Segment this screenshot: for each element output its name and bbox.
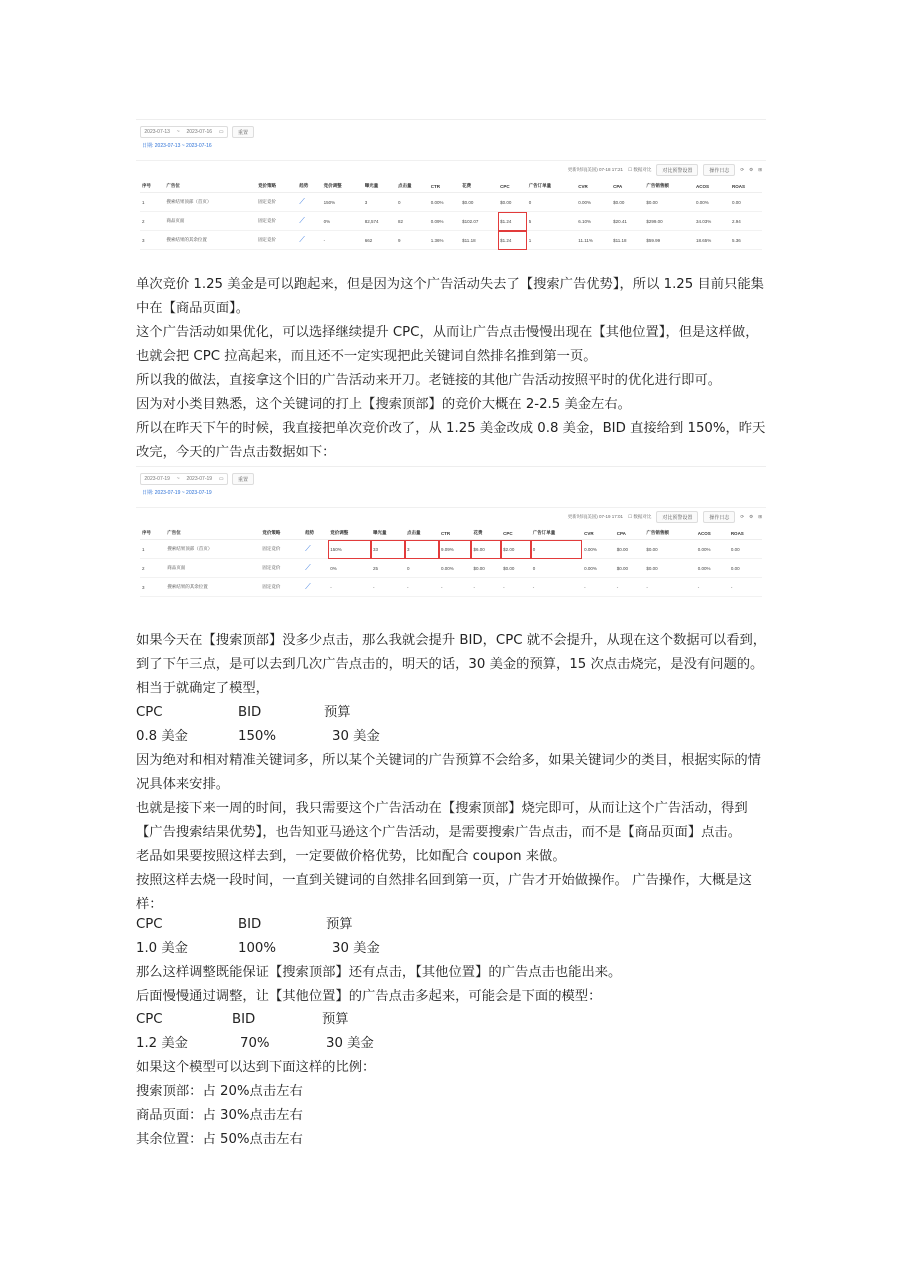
table-cell: $11.18: [611, 231, 644, 250]
table-cell: $299.00: [644, 212, 694, 231]
reset-button[interactable]: 重置: [232, 473, 254, 485]
table-cell: 搜索结果顶部（首页）: [165, 540, 260, 559]
model-header-bid: BID: [232, 1012, 256, 1027]
paragraph: 因为对小类目熟悉，这个关键词的打上【搜索顶部】的竞价大概在 2-2.5 美金左右。: [136, 397, 631, 412]
column-header[interactable]: 广告销售额: [644, 527, 695, 540]
placement-table: [140, 527, 762, 597]
column-header[interactable]: CPC: [501, 527, 531, 540]
table-cell: -: [582, 578, 615, 597]
compare-label: 数据对比: [633, 514, 652, 519]
column-header[interactable]: 曝光量: [363, 180, 396, 193]
column-header[interactable]: 花费: [460, 180, 498, 193]
table-cell: 0%: [328, 559, 371, 578]
date-filter: [140, 473, 254, 485]
table-cell: $6.00: [471, 540, 501, 559]
table-cell: 3: [363, 193, 396, 212]
table-row: [140, 231, 762, 250]
table-cell: $0.00: [611, 193, 644, 212]
table-cell: 0.00%: [582, 540, 615, 559]
column-header[interactable]: CTR: [439, 527, 472, 540]
table-cell: 0: [527, 193, 577, 212]
ratio-line: 其余位置：占 50%点击左右: [136, 1132, 303, 1147]
table-cell: 0: [531, 540, 582, 559]
table-cell: -: [371, 578, 405, 597]
table-header: [140, 527, 762, 540]
table-cell: 商品页面: [165, 559, 260, 578]
ratio-line: 搜索顶部：占 20%点击左右: [136, 1084, 303, 1099]
table-cell: 0.00%: [696, 540, 729, 559]
export-icon[interactable]: ⊞: [758, 514, 762, 519]
gear-icon[interactable]: ⚙: [749, 167, 754, 172]
column-header[interactable]: 广告订单量: [527, 180, 577, 193]
table-cell: 82: [396, 212, 429, 231]
table-cell: 0.00: [730, 193, 762, 212]
column-header[interactable]: 点击量: [396, 180, 429, 193]
column-header[interactable]: CTR: [429, 180, 460, 193]
placement-table: [140, 180, 762, 250]
table-cell: 搜索结果的其余位置: [164, 231, 256, 250]
compare-checkbox[interactable]: ☐ 数据对比: [628, 167, 652, 172]
table-cell: $0.00: [615, 540, 645, 559]
model-header-budget: 预算: [322, 1012, 349, 1027]
column-header[interactable]: 曝光量: [371, 527, 405, 540]
table-cell: $20.41: [611, 212, 644, 231]
table-row: [140, 212, 762, 231]
table-cell: 0: [405, 559, 439, 578]
table-cell: 0.09%: [429, 212, 460, 231]
table-cell: 固定竞价: [260, 578, 303, 597]
table-cell: 3: [140, 578, 165, 597]
table-cell: 3: [140, 231, 164, 250]
table-cell: 2: [140, 559, 165, 578]
model-value-budget: 30 美金: [332, 941, 380, 956]
table-cell: 2: [140, 212, 164, 231]
ad-placement-report-2: [136, 466, 766, 601]
date-to: 2023-07-19: [186, 476, 213, 482]
table-cell: 34.03%: [694, 212, 730, 231]
gear-icon[interactable]: ⚙: [749, 514, 754, 519]
calendar-icon: ▭: [218, 476, 224, 482]
table-row: [140, 540, 762, 559]
date-from: 2023-07-13: [144, 129, 170, 135]
model-header-bid: BID: [238, 705, 262, 720]
table-cell: -: [471, 578, 501, 597]
model-header-cpc: CPC: [136, 705, 163, 720]
paragraph: 老品如果要按照这样去到，一定要做价格优势，比如配合 coupon 来做。: [136, 849, 566, 864]
table-cell: 2.94: [730, 212, 762, 231]
model-header-cpc: CPC: [136, 917, 163, 932]
trend-chart-icon[interactable]: ⟋: [297, 231, 321, 250]
paragraph: 如果今天在【搜索顶部】没多少点击，那么我就会提升 BID，CPC 就不会提升，从现在这个数据可以看到，到了下午三点，是可以去到几次广告点击的，明天的话，30 美金的预算，15 次点击烧完，是没有问题的。: [136, 633, 767, 672]
table-cell: $0.00: [460, 193, 498, 212]
table-row: [140, 559, 762, 578]
column-header[interactable]: 广告订单量: [531, 527, 582, 540]
table-cell: $59.99: [644, 231, 694, 250]
model-header-bid: BID: [238, 917, 262, 932]
table-cell: 33: [371, 540, 405, 559]
column-header: 广告位: [165, 527, 260, 540]
column-header[interactable]: 竞价调整: [322, 180, 363, 193]
refresh-icon[interactable]: ⟳: [740, 167, 745, 172]
paragraph: 也就是接下来一周的时间，我只需要这个广告活动在【搜索顶部】烧完即可，从而让这个广告活动，得到【广告搜索结果优势】，也告知亚马逊这个广告活动，是需要搜索广告点击，而不是【商品页面】点击。: [136, 801, 748, 840]
trend-chart-icon[interactable]: ⟋: [297, 193, 321, 212]
reset-button[interactable]: 重置: [232, 126, 254, 138]
table-row: [140, 578, 762, 597]
model-value-bid: 70%: [240, 1036, 270, 1051]
operation-log-button[interactable]: 操作日志: [703, 164, 735, 176]
paragraph: 这个广告活动如果优化，可以选择继续提升 CPC，从而让广告点击慢慢出现在【其他位置】，但是这样做，也就会把 CPC 拉高起来，而且还不一定实现把此关键词自然排名推到第一页。: [136, 325, 759, 364]
paragraph: 如果这个模型可以达到下面这样的比例：: [136, 1060, 376, 1075]
table-cell: 1: [140, 540, 165, 559]
date-from: 2023-07-19: [144, 476, 170, 482]
table-cell: 0.00%: [576, 193, 611, 212]
table-cell: 搜索结果顶部（首页）: [164, 193, 256, 212]
table-cell: 0.00: [729, 559, 762, 578]
paragraph: 按照这样去烧一段时间，一直到关键词的自然排名回到第一页，广告才开始做操作。 广告操作，大概是这样：: [136, 873, 752, 912]
table-cell: -: [328, 578, 371, 597]
column-header: 竞价策略: [256, 180, 297, 193]
paragraph: 单次竞价 1.25 美金是可以跑起来，但是因为这个广告活动失去了【搜索广告优势】，所以 1.25 目前只能集中在【商品页面】。: [136, 277, 764, 316]
table-cell: 82,574: [363, 212, 396, 231]
column-header: 广告位: [164, 180, 256, 193]
table-cell: $1.24: [498, 212, 527, 231]
table-header: [140, 180, 762, 193]
trend-chart-icon[interactable]: ⟋: [303, 540, 328, 559]
paragraph: 所以我的做法，直接拿这个旧的广告活动来开刀。老链接的其他广告活动按照平时的优化进行即可。: [136, 373, 722, 388]
table-cell: $0.00: [644, 540, 695, 559]
model-value-bid: 100%: [238, 941, 277, 956]
column-header: 趋势: [297, 180, 321, 193]
divider: [136, 160, 766, 161]
table-cell: 9.09%: [439, 540, 472, 559]
date-separator: ~: [176, 129, 180, 135]
table-cell: -: [405, 578, 439, 597]
table-cell: 6.10%: [576, 212, 611, 231]
table-cell: 固定竞价: [256, 193, 297, 212]
table-cell: 固定竞价: [256, 231, 297, 250]
table-cell: -: [696, 578, 729, 597]
model-value-cpc: 0.8 美金: [136, 729, 188, 744]
column-header[interactable]: 点击量: [405, 527, 439, 540]
column-header[interactable]: 花费: [471, 527, 501, 540]
table-cell: -: [729, 578, 762, 597]
table-cell: 9: [396, 231, 429, 250]
report-toolbar: [568, 164, 762, 176]
update-time: 更新时间(美国) 07-19 17:01: [567, 514, 624, 519]
date-filter: [140, 126, 254, 138]
table-cell: 0.00%: [439, 559, 472, 578]
paragraph: 后面慢慢通过调整，让【其他位置】的广告点击多起来，可能会是下面的模型：: [136, 989, 602, 1004]
column-header: 趋势: [303, 527, 328, 540]
table-cell: $2.00: [501, 540, 531, 559]
table-cell: $0.00: [471, 559, 501, 578]
compare-checkbox[interactable]: ☐ 数据对比: [628, 514, 652, 519]
table-cell: 1: [527, 231, 577, 250]
paragraph: 因为绝对和相对精准关键词多，所以某个关键词的广告预算不会给多，如果关键词少的类目，根据实际的情况具体来安排。: [136, 753, 761, 792]
trend-chart-icon[interactable]: ⟋: [303, 578, 328, 597]
table-cell: -: [615, 578, 645, 597]
table-row: [140, 193, 762, 212]
date-range-label: 日期: 2023-07-13 ~ 2023-07-16: [142, 143, 212, 149]
model-value-budget: 30 美金: [326, 1036, 374, 1051]
table-cell: 0.00%: [694, 193, 730, 212]
paragraph: 相当于就确定了模型，: [136, 681, 269, 696]
refresh-icon[interactable]: ⟳: [740, 514, 745, 519]
table-cell: $0.00: [498, 193, 527, 212]
column-header: 竞价策略: [260, 527, 303, 540]
column-header[interactable]: CVR: [576, 180, 611, 193]
table-cell: $102.07: [460, 212, 498, 231]
table-cell: 0: [531, 559, 582, 578]
table-cell: 固定竞价: [260, 559, 303, 578]
table-cell: $0.00: [615, 559, 645, 578]
table-cell: -: [644, 578, 695, 597]
column-header: 序号: [140, 527, 165, 540]
paragraph: 所以在昨天下午的时候，我直接把单次竞价改了，从 1.25 美金改成 0.8 美金，BID 直接给到 150%，昨天改完，今天的广告点击数据如下：: [136, 421, 766, 460]
table-cell: 3: [405, 540, 439, 559]
model-value-bid: 150%: [238, 729, 277, 744]
date-to: 2023-07-16: [186, 129, 213, 135]
table-cell: $1.24: [498, 231, 527, 250]
table-cell: 0%: [322, 212, 363, 231]
date-range-label: 日期: 2023-07-19 ~ 2023-07-19: [142, 490, 212, 496]
table-cell: 0.00%: [696, 559, 729, 578]
table-cell: 0.00%: [429, 193, 460, 212]
divider: [136, 507, 766, 508]
table-cell: 11.11%: [576, 231, 611, 250]
table-cell: 5.36: [730, 231, 762, 250]
column-header[interactable]: ROAS: [730, 180, 762, 193]
ratio-line: 商品页面：占 30%点击左右: [136, 1108, 303, 1123]
table-cell: 0.00: [729, 540, 762, 559]
export-icon[interactable]: ⊞: [758, 167, 762, 172]
table-cell: 5: [527, 212, 577, 231]
column-header[interactable]: CVR: [582, 527, 615, 540]
column-header: 序号: [140, 180, 164, 193]
table-cell: $0.00: [644, 193, 694, 212]
table-cell: 固定竞价: [256, 212, 297, 231]
column-header[interactable]: ROAS: [729, 527, 762, 540]
trend-chart-icon[interactable]: ⟋: [297, 212, 321, 231]
table-cell: 1: [140, 193, 164, 212]
date-range-picker[interactable]: [140, 126, 228, 138]
trend-chart-icon[interactable]: ⟋: [303, 559, 328, 578]
paragraph: 那么这样调整既能保证【搜索顶部】还有点击，【其他位置】的广告点击也能出来。: [136, 965, 622, 980]
operation-log-button[interactable]: 操作日志: [703, 511, 735, 523]
compare-label: 数据对比: [633, 167, 652, 172]
table-cell: -: [322, 231, 363, 250]
report-toolbar: [568, 511, 762, 523]
table-cell: 150%: [322, 193, 363, 212]
alert-setting-button[interactable]: 对比预警设置: [656, 164, 698, 176]
column-header[interactable]: CPA: [611, 180, 644, 193]
table-cell: 0: [396, 193, 429, 212]
calendar-icon: ▭: [218, 129, 224, 135]
table-cell: -: [531, 578, 582, 597]
column-header[interactable]: 广告销售额: [644, 180, 694, 193]
table-cell: 25: [371, 559, 405, 578]
update-time: 更新时间(美国) 07-18 17:21: [567, 167, 624, 172]
model-header-budget: 预算: [326, 917, 353, 932]
column-header[interactable]: ACOS: [696, 527, 729, 540]
model-header-budget: 预算: [324, 705, 351, 720]
date-range-picker[interactable]: [140, 473, 228, 485]
table-cell: 固定竞价: [260, 540, 303, 559]
alert-setting-button[interactable]: 对比预警设置: [656, 511, 698, 523]
model-header-cpc: CPC: [136, 1012, 163, 1027]
column-header[interactable]: CPC: [498, 180, 527, 193]
table-cell: $0.00: [501, 559, 531, 578]
table-cell: 662: [363, 231, 396, 250]
table-cell: -: [501, 578, 531, 597]
table-cell: $0.00: [644, 559, 695, 578]
ad-placement-report-1: [136, 119, 766, 254]
model-value-cpc: 1.0 美金: [136, 941, 188, 956]
model-value-cpc: 1.2 美金: [136, 1036, 188, 1051]
table-cell: 搜索结果的其余位置: [165, 578, 260, 597]
table-cell: $11.18: [460, 231, 498, 250]
column-header[interactable]: 竞价调整: [328, 527, 371, 540]
model-value-budget: 30 美金: [332, 729, 380, 744]
table-cell: 150%: [328, 540, 371, 559]
table-cell: 0.00%: [582, 559, 615, 578]
column-header[interactable]: ACOS: [694, 180, 730, 193]
date-separator: ~: [176, 476, 180, 482]
table-cell: 商品页面: [164, 212, 256, 231]
table-cell: 1.36%: [429, 231, 460, 250]
column-header[interactable]: CPA: [615, 527, 645, 540]
table-cell: 18.65%: [694, 231, 730, 250]
table-cell: -: [439, 578, 472, 597]
